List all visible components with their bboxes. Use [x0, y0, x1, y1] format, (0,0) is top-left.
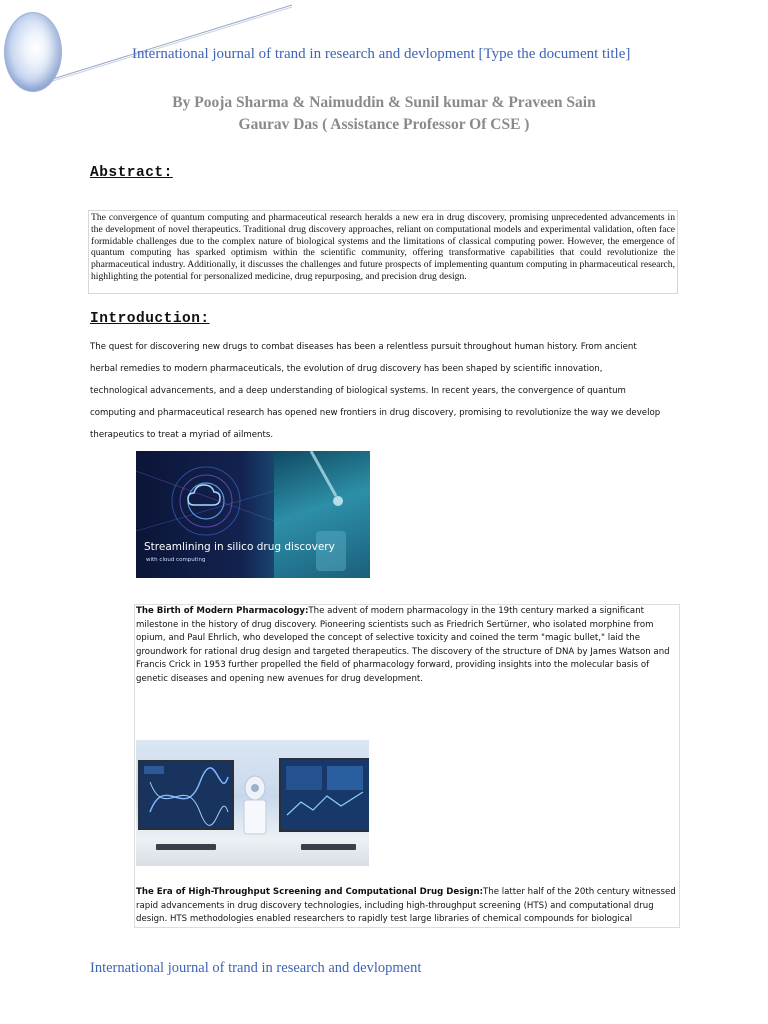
monitor-right	[279, 758, 369, 832]
image-caption: Streamlining in silico drug discovery	[144, 541, 335, 553]
keyboard-left	[156, 844, 216, 850]
paragraph-text: The latter half of the 20th century witnessed rapid advancements in drug discovery technologies, including high-throughput screening (HTS) and computational drug design. HTS methodologies enabled researchers to rapidly test large libraries of chemical compounds for biological	[136, 887, 676, 925]
lab-desk	[136, 838, 369, 866]
abstract-heading: Abstract:	[90, 165, 173, 181]
data-screen-graphic	[281, 760, 369, 830]
paragraph-text: The advent of modern pharmacology in the 19th century marked a significant milestone in the history of drug discovery. Pioneering scientists such as Friedrich Sertürner, who isolated morphine from opium, and Paul Ehrlich, who developed the concept of selective toxicity and coined the term "magic bullet," laid the groundwork for rational drug design and targeted therapeutics. The discovery of the structure of DNA by James Watson and Francis Crick in 1953 further propelled the field of pharmacology forward, providing insights into the molecular basis of genetic diseases and opening new avenues for drug development.	[136, 606, 670, 684]
author-block	[0, 92, 768, 136]
intro-line: technological advancements, and a deep understanding of biological systems. In recent years, the convergence of quantum	[90, 386, 626, 396]
intro-line: computing and pharmaceutical research has opened new frontiers in drug discovery, promising to revolutionize the way we develop	[90, 408, 661, 418]
author-line-1: By Pooja Sharma & Naimuddin & Sunil kumar & Praveen Sain	[172, 94, 596, 111]
abstract-text-box: The convergence of quantum computing and pharmaceutical research heralds a new era in drug discovery, promising unprecedented advancements in the development of novel therapeutics. Traditional drug discovery approaches, reliant on computational models and experimental validation, often face formidable challenges due to the complex nature of biological systems and the limitations of classical computing power. However, the emergence of quantum computing has sparked optimism within the scientific community, offering transformative capabilities that could revolutionize the pharmaceutical industry. Additionally, it discusses the challenges and future prospects of implementing quantum computing in pharmaceutical research, highlighting the potential for personalized medicine, drug repurposing, and precision drug design.	[88, 210, 678, 294]
image-subcaption: with cloud computing	[146, 557, 206, 563]
intro-line: herbal remedies to modern pharmaceuticals, the evolution of drug discovery has been shaped by scientific innovation,	[90, 364, 603, 374]
cloud-drug-discovery-image	[136, 451, 370, 578]
footer-journal-title: International journal of trand in research and devlopment	[90, 960, 422, 976]
paragraph-title: The Era of High-Throughput Screening and Computational Drug Design:	[136, 887, 484, 897]
intro-line: The quest for discovering new drugs to combat diseases has been a relentless pursuit throughout human history. From ancient	[90, 342, 637, 352]
introduction-heading: Introduction:	[90, 311, 210, 327]
header-orb-decoration	[4, 12, 62, 92]
author-line-2: Gaurav Das ( Assistance Professor Of CSE )	[238, 116, 530, 133]
document-title-placeholder[interactable]: [Type the document title]	[478, 46, 631, 62]
lab-glassware-graphic	[232, 770, 278, 840]
journal-title-text: International journal of trand in research and devlopment	[132, 46, 475, 62]
monitor-left	[138, 760, 234, 830]
birth-of-pharmacology-paragraph	[136, 605, 676, 687]
header-journal-title	[132, 46, 630, 63]
dna-screen-graphic	[140, 762, 232, 828]
paragraph-title: The Birth of Modern Pharmacology:	[136, 606, 309, 616]
keyboard-right	[301, 844, 356, 850]
intro-line: therapeutics to treat a myriad of ailments.	[90, 430, 274, 440]
introduction-body	[90, 336, 686, 446]
laboratory-image	[136, 740, 369, 866]
era-of-hts-paragraph	[136, 886, 676, 928]
